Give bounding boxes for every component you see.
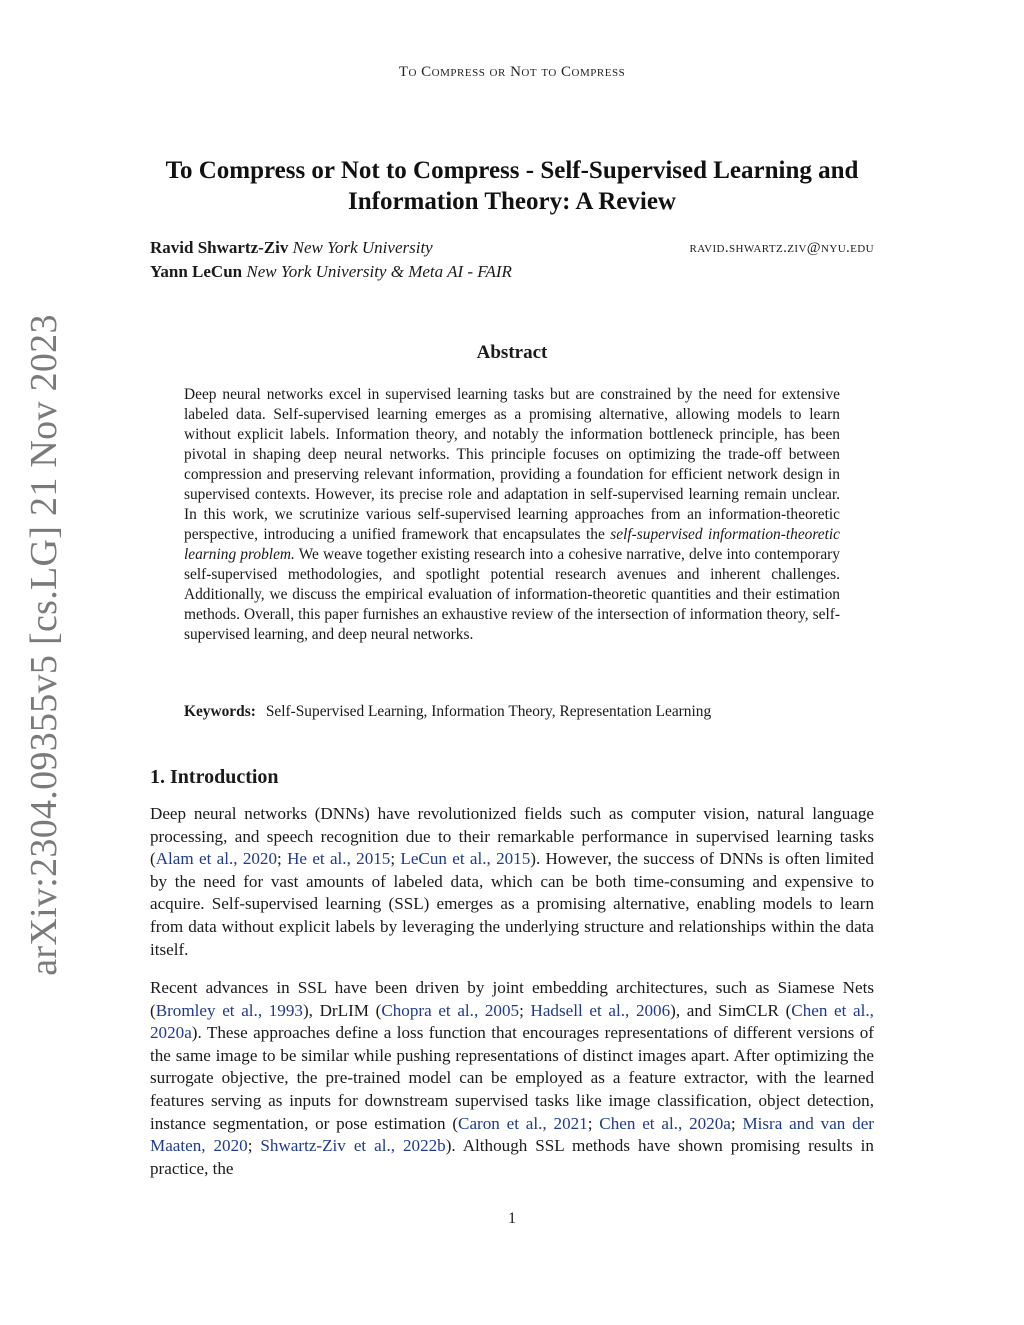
author-block: [150, 238, 874, 286]
abstract-text: [184, 385, 840, 645]
author-line: [150, 262, 874, 286]
paragraph-text: ;: [587, 1113, 600, 1133]
author-line: [150, 238, 874, 262]
citation-link[interactable]: Caron et al., 2021: [458, 1113, 588, 1133]
author-name: Ravid Shwartz-Ziv: [150, 238, 289, 257]
abstract-text-part: Deep neural networks excel in supervised learning tasks but are constrained by the need for extensive labeled data. Self-supervised learning emerges as a promising alternative, allowing models to learn without explicit labels. Information theory, and notably the information bottleneck principle, has been pivotal in shaping deep neural networks. This principle focuses on optimizing the trade-off between compression and preserving relevant information, providing a foundation for efficient network design in supervised contexts. However, its precise role and adaptation in self-supervised learning remain unclear. In this work, we scrutinize various self-supervised learning approaches from an information-theoretic perspective, introducing a unified framework that encapsulates the: [184, 386, 840, 543]
abstract-emphasis: self-supervised information-theoretic learning problem.: [184, 526, 840, 563]
citation-link[interactable]: Bromley et al., 1993: [155, 1000, 303, 1020]
keywords: [184, 703, 840, 721]
paragraph-text: Recent advances in SSL have been driven by joint embedding architectures, such as Siamese Nets (: [150, 978, 874, 1020]
author-affiliation: New York University: [292, 238, 433, 257]
paragraph-text: ;: [277, 849, 288, 869]
citation-link[interactable]: Shwartz-Ziv et al., 2022b: [260, 1136, 446, 1156]
page-number: 1: [508, 1210, 516, 1227]
paragraph-text: ;: [730, 1113, 743, 1133]
author-email[interactable]: ravid.shwartz.ziv@nyu.edu: [689, 240, 874, 256]
paragraph-text: ;: [390, 849, 401, 869]
arxiv-identifier: arXiv:2304.09355v5 [cs.LG] 21 Nov 2023: [23, 314, 65, 976]
citation-link[interactable]: Alam et al., 2020: [155, 849, 278, 869]
citation-link[interactable]: He et al., 2015: [287, 849, 391, 869]
paragraph-text: ). These approaches define a loss function that encourages representations of different versions of the same image to be similar while pushing representations of distinct images apart. After optimizing the surrogate objective, the pre-trained model can be employed as a feature extractor, with the learned features serving as inputs for downstream supervised tasks like image classification, object detection, instance segmentation, or pose estimation (: [150, 1023, 874, 1133]
section-heading: 1. Introduction: [150, 766, 279, 788]
paragraph-text: ;: [519, 1000, 531, 1020]
keywords-text: Self-Supervised Learning, Information Theory, Representation Learning: [265, 703, 712, 720]
paragraph-text: ). However, the success of DNNs is often limited by the need for vast amounts of labeled data, which can be both time-consuming and expensive to acquire. Self-supervised learning (SSL) emerges as a promising alternative, enabling models to learn from data without explicit labels by leveraging the underlying structure and relationships within the data itself.: [150, 849, 874, 959]
citation-link[interactable]: LeCun et al., 2015: [400, 849, 531, 869]
paragraph-text: Deep neural networks (DNNs) have revolutionized fields such as computer vision, natural language processing, and speech recognition due to their remarkable performance in supervised learning tasks (: [150, 804, 874, 869]
citation-link[interactable]: Chopra et al., 2005: [381, 1000, 520, 1020]
paragraph: [150, 803, 874, 961]
author-affiliation: New York University & Meta AI - FAIR: [246, 262, 512, 281]
abstract-heading: Abstract: [476, 342, 548, 363]
paper-title: To Compress or Not to Compress - Self-Supervised Learning and Information Theory: A Review: [165, 157, 859, 215]
abstract-text-part: We weave together existing research into a cohesive narrative, delve into contemporary self-supervised methodologies, and spotlight potential research avenues and inherent challenges. Additionally, we discuss the empirical evaluation of information-theoretic quantities and their estimation methods. Overall, this paper furnishes an exhaustive review of the intersection of information theory, self-supervised learning, and deep neural networks.: [184, 546, 840, 643]
paragraph-text: ). Although SSL methods have shown promising results in practice, the: [150, 1136, 874, 1178]
paragraph: [150, 977, 874, 1180]
citation-link[interactable]: Chen et al., 2020a: [599, 1113, 731, 1133]
running-head: To Compress or Not to Compress: [398, 64, 626, 80]
keywords-label: Keywords:: [184, 703, 256, 720]
citation-link[interactable]: Misra and van der Maaten, 2020: [150, 1113, 874, 1156]
citation-link[interactable]: Chen et al., 2020a: [150, 1000, 874, 1043]
paragraph-text: ;: [247, 1136, 261, 1156]
paragraph-text: ), and SimCLR (: [670, 1000, 792, 1020]
paragraph-text: ), DrLIM (: [302, 1000, 382, 1020]
author-name: Yann LeCun: [150, 262, 243, 281]
citation-link[interactable]: Hadsell et al., 2006: [530, 1000, 671, 1020]
